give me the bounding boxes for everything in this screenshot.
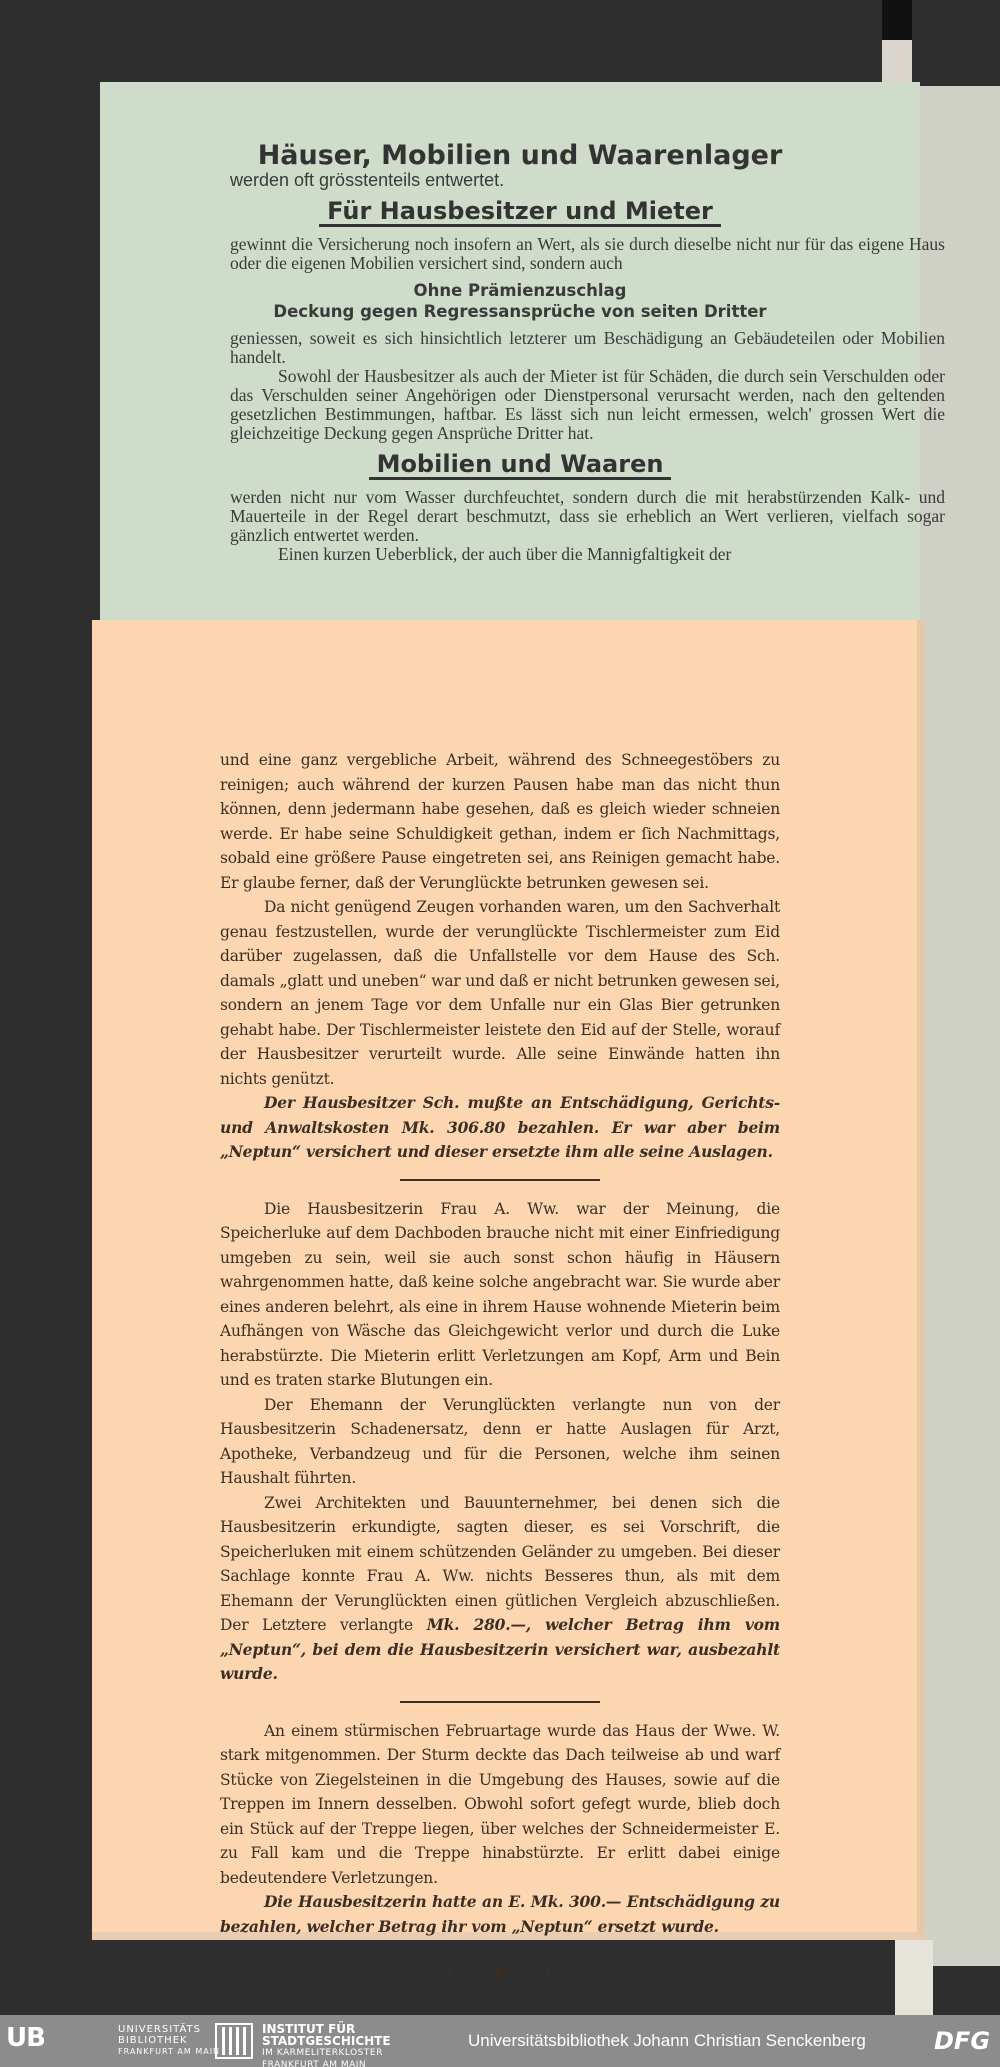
- isg-logo-icon: [215, 2023, 253, 2059]
- lower-page-content: [220, 748, 780, 1982]
- case2-paragraph-2: Der Ehemann der Verunglückten verlangte nun von der Hausbesitzerin Schadenersatz, denn er hatte Auslagen für Arzt, Apotheke, Verbandzeug und für die Personen, welche ihm seinen Haushalt führten.: [220, 1395, 780, 1487]
- ub-name-line-1: UNIVERSITÄTS: [118, 2024, 202, 2035]
- lower-page: [92, 620, 925, 1982]
- section-title-goods: [230, 450, 810, 480]
- upper-headline-sub: werden oft grösstenteils entwertet.: [230, 170, 505, 190]
- case2-paragraph-3-text: Zwei Architekten und Bauunternehmer, bei denen sich die Hausbesitzerin erkundigte, sagten dieser, es sei Vorschrift, die Speicherluken mit einem schützenden Geländer zu umgeben. Bei dieser Sachlage konnte Frau A. Ww. nichts Besseres thun, als mit dem Ehemann der Verunglückten einen gütlichen Vergleich abzuschließen. Der Letztere verlangte: [220, 1493, 780, 1634]
- case1-result: Der Hausbesitzer Sch. mußte an Entschädigung, Gerichts- und Anwaltskosten Mk. 306.80 bezahlen. Er war aber beim „Neptun“ versichert und dieser ersetzte ihm alle seine Auslagen.: [220, 1093, 780, 1161]
- case2-result: Mk. 280.—, welcher Betrag ihm vom „Neptun“, bei dem die Hausbesitzerin versichert war, ausbezahlt wurde.: [220, 1615, 780, 1683]
- closing-ornament: ~•~∽❦∽~•~: [427, 1961, 573, 1982]
- isg-name[interactable]: [262, 2023, 391, 2067]
- goods-paragraph: werden nicht nur vom Wasser durchfeuchtet, sondern durch die mit herabstürzenden Kalk- und Mauerteile in der Regel derart beschmutzt, dass sie erheblich an Wert verlieren, vielfach sogar gänzlich entwertet werden.: [230, 487, 945, 545]
- section-title-owners: [230, 197, 810, 227]
- case2-paragraph-1: Die Hausbesitzerin Frau A. Ww. war der Meinung, die Speicherluke auf dem Dachboden brauche nicht mit einer Einfriedigung umgeben zu sein, weil sie auch sonst schon häufig in Häusern wahrgenommen hatte, daß keine solche angebracht war. Sie wurde aber eines anderen belehrt, als eine in ihrem Hause wohnende Mieterin beim Aufhängen von Wäsche das Gleichgewicht verlor und durch die Luke herabstürzte. Die Mieterin erlitt Verletzungen am Kopf, Arm und Bein und es traten starke Blutungen ein.: [220, 1199, 780, 1389]
- isg-name-line-3: IM KARMELITERKLOSTER: [262, 2048, 383, 2058]
- library-name[interactable]: Universitätsbibliothek Johann Christian Senckenberg: [468, 2031, 866, 2050]
- ub-name: [118, 2024, 220, 2057]
- separator-rule-2: [400, 1701, 600, 1703]
- scanner-strip-top-shadow: [882, 0, 912, 40]
- upper-headline: Häuser, Mobilien und Waarenlager: [257, 140, 783, 171]
- case1-paragraph-2: Da nicht genügend Zeugen vorhanden waren, um den Sachverhalt genau festzustellen, wurde der verunglückte Tischlermeister zum Eid darüber zugelassen, daß die Unfallstelle vor dem Hause des Sch. damals „glatt und uneben“ war und daß er nicht betrunken gewesen sei, sondern an jenem Tage vor dem Unfalle nur ein Glas Bier getrunken gehabt habe. Der Tischlermeister leistete den Eid auf der Stelle, worauf der Hausbesitzer verurteilt wurde. Alle seine Einwände hatten ihn nichts genützt.: [220, 898, 780, 1088]
- isg-name-line-4: FRANKFURT AM MAIN: [262, 2060, 367, 2067]
- upper-page-content: [230, 140, 945, 564]
- overview-paragraph: Einen kurzen Ueberblick, der auch über die Mannigfaltigkeit der: [278, 544, 732, 564]
- case2-paragraph-3: [220, 1491, 780, 1687]
- section-title-goods-text: Mobilien und Waaren: [369, 455, 672, 480]
- upper-page: [100, 82, 945, 622]
- case3-paragraph: An einem stürmischen Februartage wurde das Haus der Wwe. W. stark mitgenommen. Der Sturm deckte das Dach teilweise ab und warf Stücke von Ziegelsteinen in die Umgebung des Hauses, sowie auf die Treppen im Innern desselben. Obwohl sofort gefegt wurde, blieb doch ein Stück auf der Treppe liegen, über welches der Schneidermeister E. zu Fall kam und die Treppe hinabstürzte. Er erlitt dabei einige bedeutendere Verletzungen.: [220, 1721, 780, 1887]
- case3-result: Die Hausbesitzerin hatte an E. Mk. 300.— Entschädigung zu bezahlen, welcher Betrag ihr vom „Neptun“ ersetzt wurde.: [220, 1892, 780, 1936]
- ub-name-line-2: BIBLIOTHEK: [118, 2035, 188, 2046]
- coverage-line: Deckung gegen Regressansprüche von seiten Dritter: [273, 302, 767, 321]
- dfg-logo[interactable]: DFG: [934, 2027, 991, 2055]
- owners-paragraph: gewinnt die Versicherung noch insofern an Wert, als sie durch dieselbe nicht nur für das eigene Haus oder die eigenen Mobilien versichert sind, sondern auch: [230, 234, 945, 273]
- coverage-paragraph: geniessen, soweit es sich hinsichtlich letzterer um Beschädigung an Gebäudeteilen oder Mobilien handelt.: [230, 328, 945, 367]
- liability-paragraph: Sowohl der Hausbesitzer als auch der Mieter ist für Schäden, die durch sein Verschulden oder das Verschulden seiner Angehörigen oder Dienstpersonal verursacht werden, nach den geltenden gesetzlichen Bestimmungen, haftbar. Es lässt sich nun leicht ermessen, welch' grossen Wert die gleichzeitige Deckung gegen Ansprüche Dritter hat.: [230, 366, 945, 443]
- footer-bar: [0, 2015, 1000, 2067]
- section-title-owners-text: Für Hausbesitzer und Mieter: [319, 202, 721, 227]
- ub-logo[interactable]: UB: [6, 2023, 45, 2053]
- isg-name-line-2: STADTGESCHICHTE: [262, 2034, 391, 2048]
- no-premium-line: Ohne Prämienzuschlag: [413, 281, 627, 300]
- separator-rule-1: [400, 1179, 600, 1181]
- scanner-strip-bottom: [895, 1940, 933, 2015]
- isg-name-line-1: INSTITUT FÜR: [262, 2022, 356, 2036]
- ub-name-line-3: FRANKFURT AM MAIN: [118, 2047, 221, 2056]
- case1-paragraph-1: und eine ganz vergebliche Arbeit, während des Schneegestöbers zu reinigen; auch während der kurzen Pausen habe man das nicht thun können, denn jedermann habe gesehen, daß es gleich wieder schneien werde. Er habe seine Schuldigkeit gethan, indem er ſich Nachmittags, sobald eine größere Pause eingetreten sei, ans Reinigen gemacht habe. Er glaube ferner, daß der Verunglückte betrunken gewesen sei.: [220, 751, 780, 892]
